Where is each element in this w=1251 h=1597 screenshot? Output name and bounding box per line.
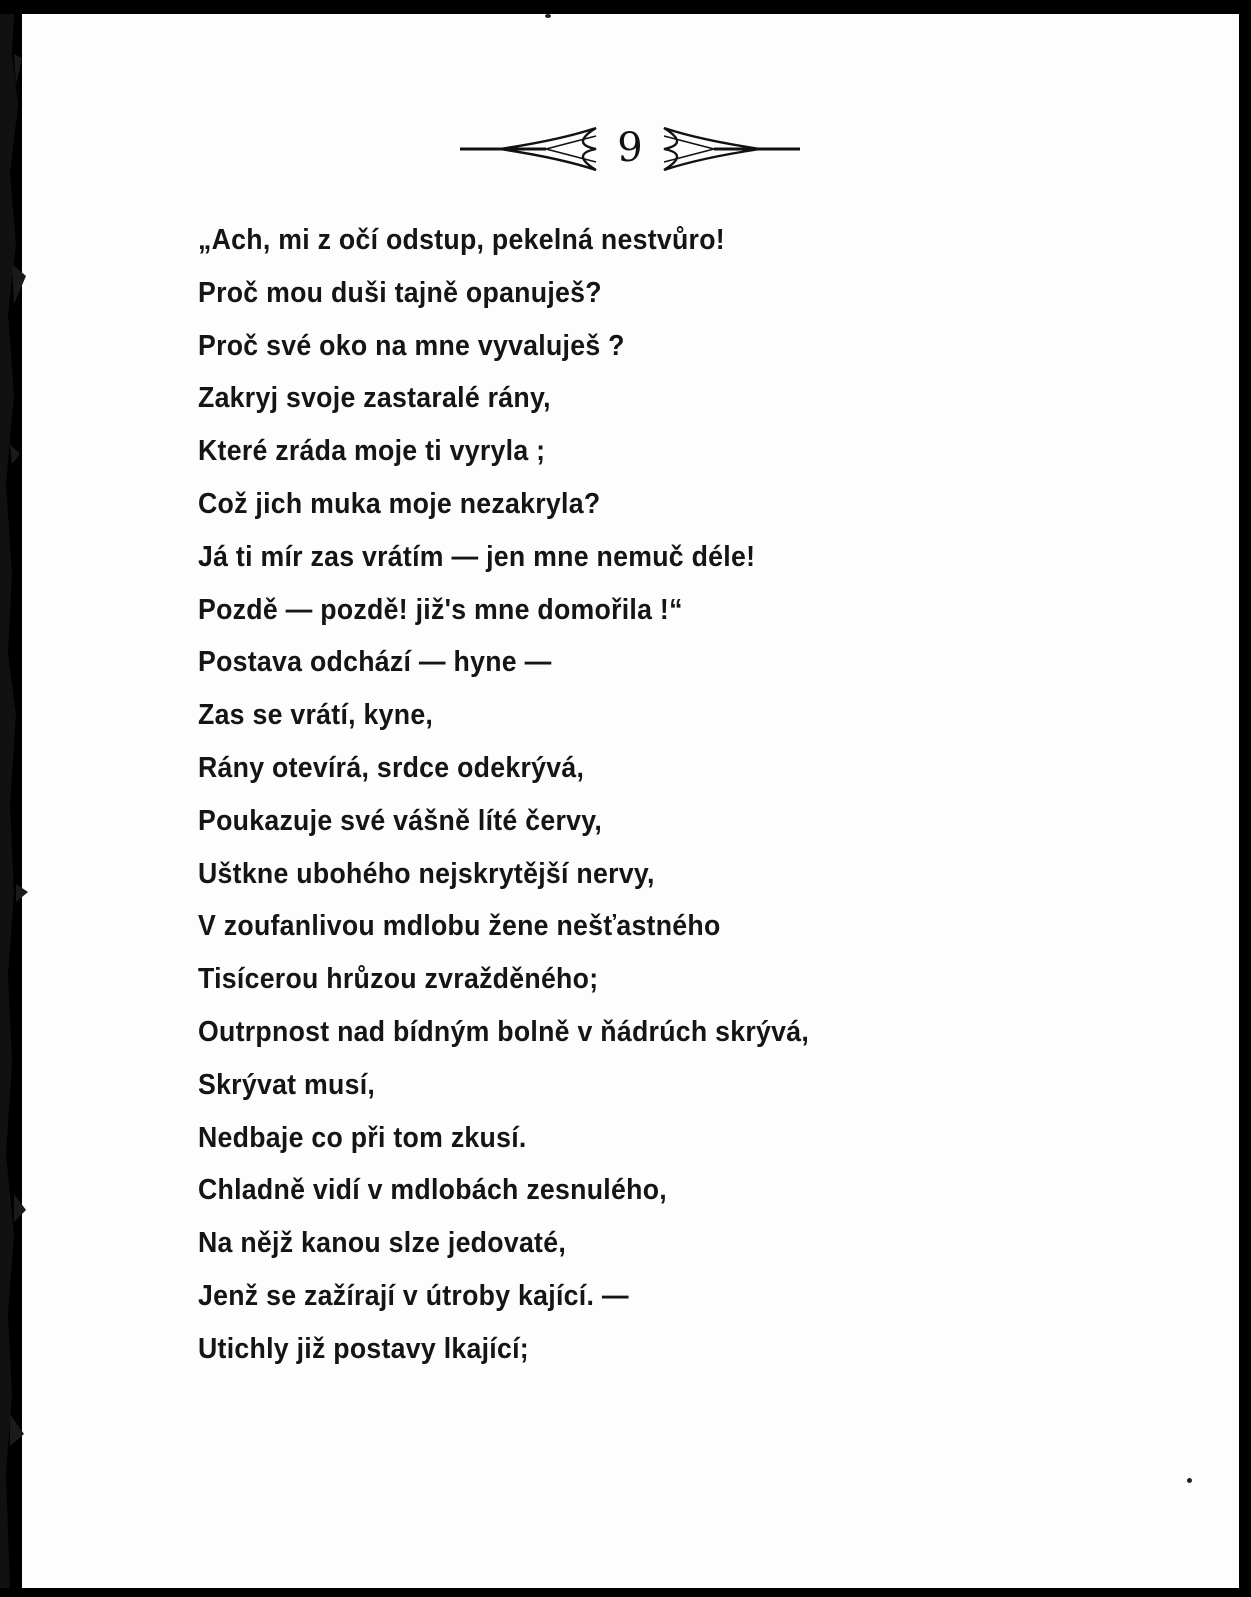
verse-line: Poukazuje své vášně líté červy, <box>198 804 603 837</box>
verse-line: Uštkne ubohého nejskrytější nervy, <box>198 857 655 890</box>
poem-text <box>198 214 1198 1376</box>
verse-line: Které zráda moje ti vyryla ; <box>198 435 546 468</box>
verse-line: Zas se vrátí, kyne, <box>198 699 434 732</box>
verse-line: Tisícerou hrůzou zvražděného; <box>198 963 599 996</box>
verse-line: Nedbaje co při tom zkusí. <box>198 1121 527 1154</box>
ink-speck <box>545 14 551 18</box>
verse-line: Skrývat musí, <box>198 1068 376 1101</box>
verse-line: Pozdě — pozdě! již's mne domořila !“ <box>198 593 683 626</box>
page-header <box>460 120 800 176</box>
verse-line: Já ti mír zas vrátím — jen mne nemuč déle! <box>198 540 756 573</box>
verse-line: Outrpnost nad bídným bolně v ňádrúch skrývá, <box>198 1015 810 1048</box>
verse-line: Utichly již postavy lkající; <box>198 1332 529 1365</box>
verse-line: Postava odchází — hyne — <box>198 646 552 679</box>
binding-edge <box>0 14 32 1588</box>
left-ornament-icon <box>460 120 610 176</box>
ink-speck <box>1187 1478 1192 1483</box>
verse-line: Rány otevírá, srdce odekrývá, <box>198 751 585 784</box>
verse-line: Zakryj svoje zastaralé rány, <box>198 382 551 415</box>
verse-line: Proč své oko na mne vyvaluješ ? <box>198 329 625 362</box>
verse-line: Chladně vidí v mdlobách zesnulého, <box>198 1174 667 1207</box>
verse-line: Což jich muka moje nezakryla? <box>198 487 601 520</box>
verse-line: Na nějž kanou slze jedovaté, <box>198 1227 567 1260</box>
right-ornament-icon <box>650 120 800 176</box>
page-number: 9 <box>617 125 643 171</box>
verse-line: Jenž se zažírají v útroby kající. — <box>198 1279 629 1312</box>
verse-line: V zoufanlivou mdlobu žene nešťastného <box>198 910 721 943</box>
verse-line: Proč mou duši tajně opanuješ? <box>198 276 602 309</box>
verse-line: „Ach, mi z očí odstup, pekelná nestvůro! <box>198 224 725 256</box>
